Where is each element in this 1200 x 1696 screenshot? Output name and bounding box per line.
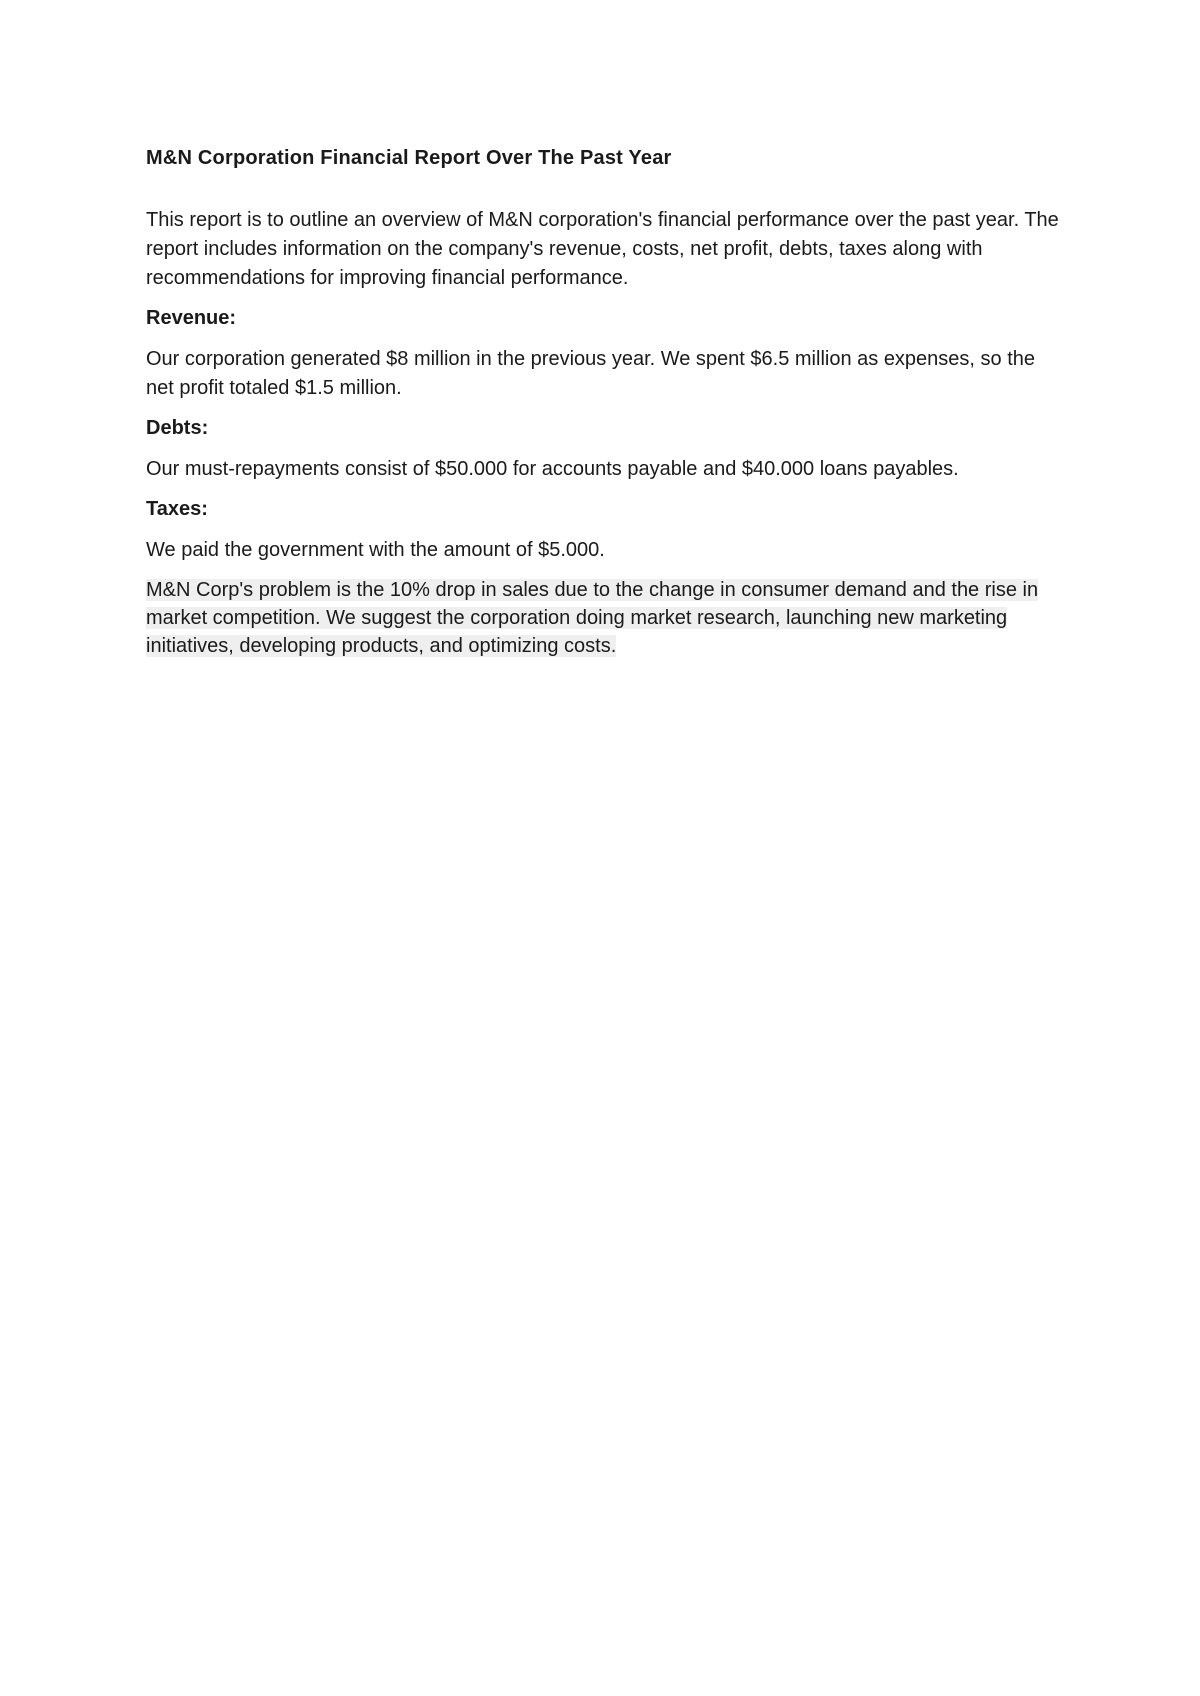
revenue-paragraph: Our corporation generated $8 million in the previous year. We spent $6.5 million as expenses, so the net profit totaled $1.5 million. — [146, 348, 1036, 399]
recommendation-text: M&N Corp's problem is the 10% drop in sales due to the change in consumer demand and the rise in market competition. We suggest the corporation doing market research, launching new marketing initiatives, developing products, and optimizing costs. — [146, 579, 1039, 657]
document-body — [146, 144, 1066, 660]
document-title: M&N Corporation Financial Report Over The Past Year — [146, 147, 672, 169]
taxes-heading: Taxes: — [146, 498, 208, 520]
revenue-heading: Revenue: — [146, 307, 237, 329]
recommendation-paragraph — [146, 576, 1066, 660]
taxes-paragraph: We paid the government with the amount of $5.000. — [146, 539, 605, 561]
debts-heading: Debts: — [146, 417, 209, 439]
intro-paragraph: This report is to outline an overview of M&N corporation's financial performance over the past year. The report includes information on the company's revenue, costs, net profit, debts, taxes along with recommendations for improving financial performance. — [146, 209, 1059, 289]
debts-paragraph: Our must-repayments consist of $50.000 for accounts payable and $40.000 loans payables. — [146, 458, 959, 480]
